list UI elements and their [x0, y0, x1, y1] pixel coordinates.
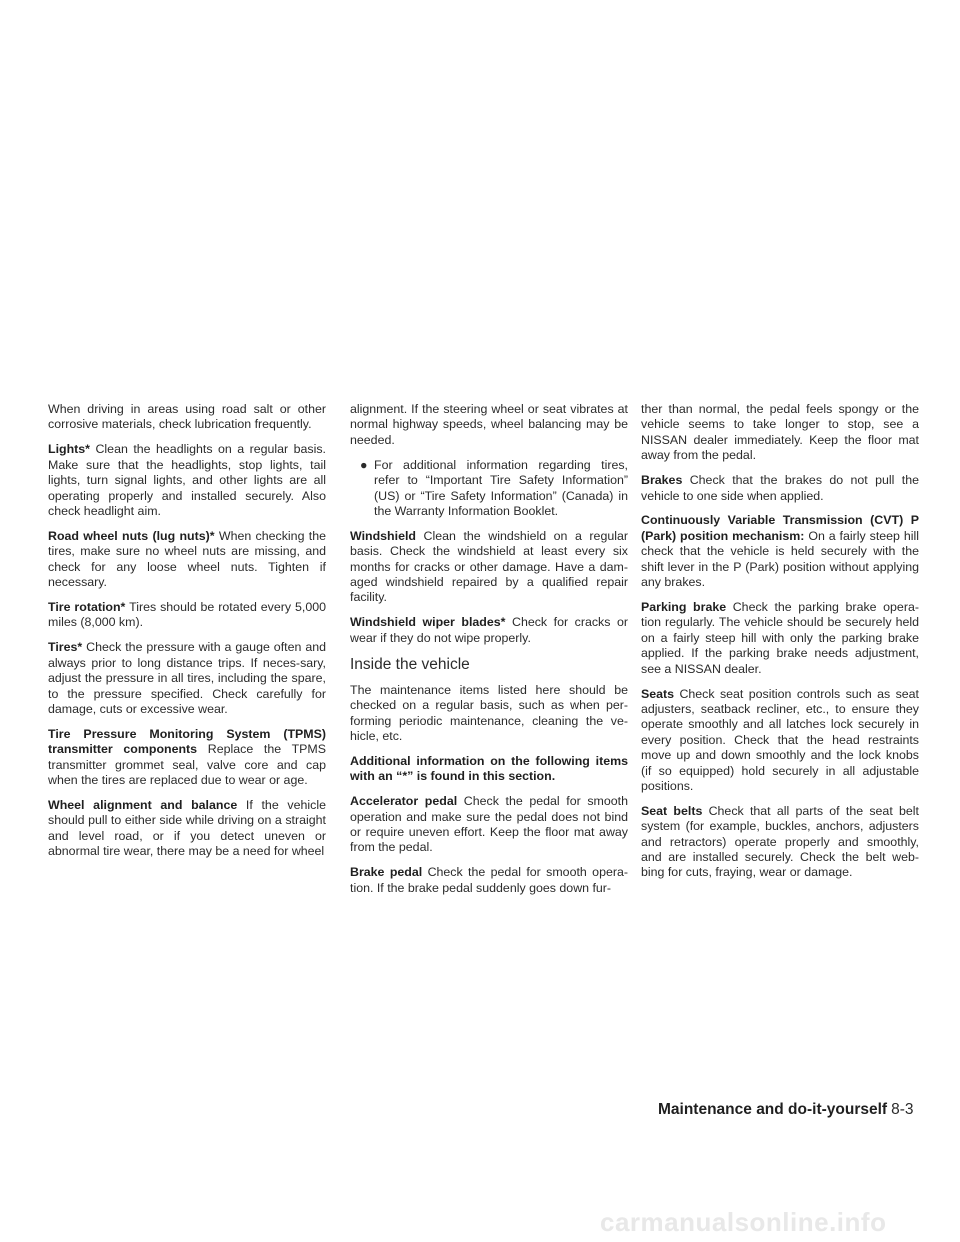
seat-belts-label: Seat belts — [641, 803, 703, 818]
windshield-label: Windshield — [350, 528, 416, 543]
column-1 — [48, 402, 326, 869]
tpms-label: Tire Pressure Monitoring System (TPMS) transmitter components — [48, 726, 326, 757]
seats-label: Seats — [641, 686, 675, 701]
additional-info-note: Additional information on the following items with an “*” is found in this section. — [350, 753, 628, 784]
alignment-paragraph — [48, 798, 326, 860]
parking-brake-text: Check the parking brake opera-tion regularly. The vehicle should be securely held on a fairly steep hill with only the parking brake applied. If the parking brake needs adjustment, see a NISSAN dealer. — [641, 599, 919, 676]
alignment-continued: alignment. If the steering wheel or seat vibrates at normal highway speeds, wheel balancing may be needed. — [350, 402, 628, 447]
accelerator-text: Check the pedal for smooth operation and make sure the pedal does not bind or require uneven effort. Keep the floor mat away from the pedal. — [350, 794, 628, 855]
intro-paragraph: When driving in areas using road salt or other corrosive materials, check lubrication frequently. — [48, 402, 326, 432]
rotation-paragraph — [48, 600, 326, 631]
brakes-label: Brakes — [641, 473, 683, 488]
accelerator-paragraph — [350, 794, 628, 856]
brake-pedal-continued: ther than normal, the pedal feels spongy or the vehicle seems to take longer to stop, see a NISSAN dealer immediately. Keep the floor mat away from the pedal. — [641, 402, 919, 463]
column-3 — [641, 402, 919, 890]
seats-paragraph — [641, 687, 919, 795]
cvt-label: Continuously Variable Transmission (CVT) P (Park) position mechanism: — [641, 513, 919, 543]
seat-belts-text: Check that all parts of the seat belt system (for example, buckles, anchors, adjusters and retractors) operate properly and smoothly, and are installed securely. Check the belt web-bing for cuts, fraying, wear or damage. — [641, 803, 919, 880]
tires-text: Check the pressure with a gauge often and always prior to long distance trips. If neces-sary, adjust the pressure in all tires, including the spare, to the pressure specified. Check carefully for damage, cuts or excessive wear. — [48, 640, 326, 716]
bullet-text: For additional information regarding tires, refer to “Important Tire Safety Information” (US) or “Tire Safety Information” (Canada) in the Warranty Information Booklet. — [374, 457, 628, 518]
rotation-label: Tire rotation* — [48, 599, 126, 614]
cvt-paragraph — [641, 513, 919, 590]
footer-section-title: Maintenance and do-it-yourself — [658, 1101, 888, 1118]
seats-text: Check seat position controls such as seat adjusters, seatback recliner, etc., to ensure they operate smoothly and all latches lock securely in every position. Check that the head restraints move up and down smoothly and the lock knobs (if so equipped) hold securely in all adjustable positions. — [641, 686, 919, 793]
lugnuts-label: Road wheel nuts (lug nuts)* — [48, 528, 215, 543]
parking-brake-label: Parking brake — [641, 599, 727, 614]
tires-label: Tires* — [48, 640, 83, 655]
page-footer — [658, 1101, 914, 1119]
wiper-paragraph — [350, 615, 628, 646]
tpms-text: Replace the TPMS transmitter grommet seal, valve core and cap when the tires are replaced due to wear or age. — [48, 742, 327, 788]
brake-pedal-text: Check the pedal for smooth opera-tion. If the brake pedal suddenly goes down fur- — [350, 865, 628, 895]
brakes-text: Check that the brakes do not pull the vehicle to one side when applied. — [641, 473, 919, 503]
column-2 — [350, 402, 628, 906]
lights-text: Clean the headlights on a regular basis. Make sure that the headlights, stop lights, tail lights, turn signal lights, and other lights are all operating properly and installed securely. Also check headlight aim. — [48, 442, 326, 518]
cvt-text: On a fairly steep hill check that the vehicle is held securely with the shift lever in the P (Park) position without applying any brakes. — [641, 528, 919, 590]
alignment-label: Wheel alignment and balance — [48, 797, 238, 812]
lugnuts-paragraph — [48, 529, 326, 591]
inside-vehicle-heading: Inside the vehicle — [350, 655, 470, 673]
inside-vehicle-paragraph: The maintenance items listed here should be checked on a regular basis, such as when per-forming periodic maintenance, cleaning the ve-hicle, etc. — [350, 682, 628, 743]
tire-info-bullet — [350, 458, 628, 520]
brakes-paragraph — [641, 473, 919, 504]
watermark: carmanualsonline.info — [600, 1207, 887, 1237]
wiper-label: Windshield wiper blades* — [350, 615, 506, 630]
alignment-text: If the vehicle should pull to either side while driving on a straight and level road, or if you detect uneven or abnormal tire wear, there may be a need for wheel — [48, 797, 326, 859]
tires-paragraph — [48, 640, 326, 717]
wiper-text: Check for cracks or wear if they do not wipe properly. — [350, 615, 628, 645]
rotation-text: Tires should be rotated every 5,000 miles (8,000 km). — [48, 599, 327, 630]
lights-paragraph — [48, 442, 326, 519]
bullet-mark: ● — [360, 457, 368, 472]
lugnuts-text: When checking the tires, make sure no wheel nuts are missing, and check for any loose wheel nuts. Tighten if necessary. — [48, 528, 326, 590]
windshield-text: Clean the windshield on a regular basis. Check the windshield at least every six months for cracks or other damage. Have a dam-aged windshield repaired by a qualified repair facility. — [350, 528, 628, 605]
brake-pedal-paragraph — [350, 865, 628, 896]
brake-pedal-label: Brake pedal — [350, 865, 423, 880]
lights-label: Lights* — [48, 442, 90, 457]
page-number: 8-3 — [891, 1101, 914, 1118]
tpms-paragraph — [48, 727, 326, 789]
windshield-paragraph — [350, 529, 628, 606]
parking-brake-paragraph — [641, 600, 919, 677]
seat-belts-paragraph — [641, 804, 919, 881]
accelerator-label: Accelerator pedal — [350, 794, 458, 809]
